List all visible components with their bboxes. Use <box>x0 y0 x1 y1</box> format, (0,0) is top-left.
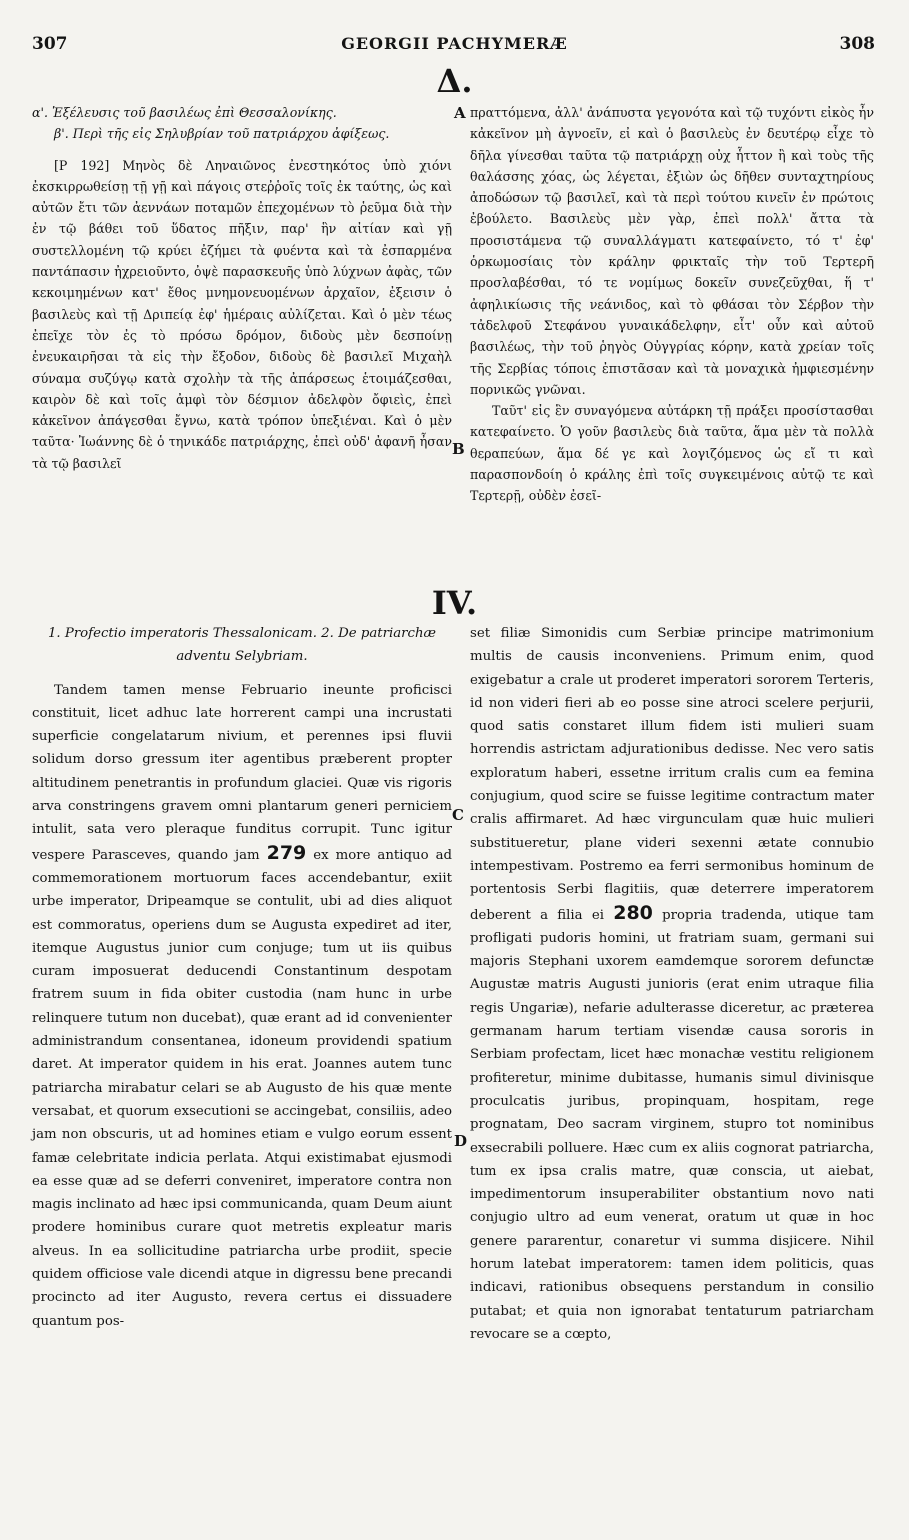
margin-letter-c: C <box>452 806 464 824</box>
running-title: GEORGII PACHYMERÆ <box>341 34 568 53</box>
greek-column-left <box>32 102 452 474</box>
margin-letter-b: B <box>452 440 465 458</box>
latin-column-left <box>32 622 452 1333</box>
greek-paragraph: [P 192] Μηνὸς δὲ Ληναιῶνος ἐνεστηκότος ὑπὸ χιόνι ἐκσκιρρωθείσῃ τῇ γῇ καὶ πάγοις στεῤῥοῖς τοῖς ἐκ ταύτης, ὡς καὶ αὐτῶν ἔτι τῶν ἀεννάων ποταμῶν ἐπεχομένων τὸ ῥεῦμα διὰ τὴν ἐν τῷ βάθει τοῦ ὕδατος πῆξιν, παρ' ἣν αἰτίαν καὶ γῇ συστελλομένη τῷ κρύει ἐζήμει τὰ φυέντα καὶ τὰ ἐσπαρμένα παντάπασιν ἠχρειοῦντο, ὀψὲ παρασκευῆς ὑπὸ λύχνων ἀφὰς, τῶν κεκοιμημένων κατ' ἔθος μνημονευομένων ἀρχαῖον, ἐξεισιν ὁ βασιλεὺς καὶ τῇ Δριπείᾳ ἐφ' ἡμέραις αὐλίζεται. Καὶ ὁ μὲν τέως ἐπεῖχε τὸν ἐς τὸ πρόσω δρόμον, διδοὺς μὲν δεσποίνῃ ἐνευκαιρῆσαι τὰ εἰς τὴν ἔξοδον, διδοὺς δὲ βασιλεῖ Μιχαὴλ σύναμα συζύγῳ κατὰ σχολὴν τὰ τῆς ἀπάρσεως ἑτοιμάζεσθαι, καιρὸν δὲ καὶ τοῖς ἀμφὶ τὸν δέσμιον ἀδελφὸν ὄφιεὶς, ἐπεὶ κἀκεῖνον ἀπάγεσθαι ἔγνω, κατὰ τρόπον ὑπεξιέναι. Καὶ ὁ μὲν ταῦτα· Ἰωάννης δὲ ὁ τηνικάδε πατριάρχης, ἐπεὶ οὐδ' ἀφανῆ ἦσαν τὰ τῷ βασιλεῖ <box>32 157 452 471</box>
latin-text: propria tradenda, utique tam profligati pudoris homini, ut fratriam suam, germani sui majoris Stephani uxorem eamdemque sororem defunctæ Augustæ matris Augusti junioris (erat enim utraque filia regis Ungariæ), nefarie adulterasse diceretur, ac præterea germanam harum tertiam visendæ causa sororis in Serbiam profectam, licet hæc monachæ vestitu religionem profiteretur, minime dubitasse, humanis simul divinisque proculcatis juribus, propinquam, hospitam, rege prognatam, Deo sacram virginem, stupro tot nominibus exsecrabili polluere. Hæc cum ex aliis cognorat patriarcha, tum ex ipsa cralis matre, quæ conscia, ut aiebat, impedimentorum insuperabiliter obstantium novo nati conjugio ultro ad eum venerat, oratum ut quæ in hoc genere pararentur, conaretur vi summa disjicere. Nihil horum latebat imperatorem: tamen idem politicis, quas indicavi, rationibus obsequens perstandum in consilio putabat; et quia non ignorabat tentaturum patriarcham revocare se a cœpto, <box>470 907 874 1342</box>
running-header <box>0 34 909 64</box>
section-heading-greek: Δ. <box>436 62 473 100</box>
greek-chapter-title-1: α'. Ἐξέλευσις τοῦ βασιλέως ἐπὶ Θεσσαλονίκης. <box>32 105 337 120</box>
latin-chapter-title: 1. Profectio imperatoris Thessalonicam. 2. De patriarchæ adventu Selybriam. <box>47 626 437 665</box>
latin-column-right <box>470 622 874 1346</box>
marginal-page-number: 279 <box>266 841 307 864</box>
latin-paragraph <box>470 622 874 1346</box>
latin-text: set filiæ Simonidis cum Serbiæ principe matrimonium multis de causis inconveniens. Primum enim, quod exigebatur a crale ut proderet imperatori sororem Terteris, id non videri fieri ab eo posse sine atroci scelere perjurii, quod satis constaret illum fidem isti mulieri suam horrendis astrictam adjurationibus dedisse. Nec vero satis exploratum haberi, essetne irritum cralis cum ea femina conjugium, quod scire se fuisse legitime contractum mater cralis affirmaret. Ad hæc virgunculam quæ huic mulieri substitueretur, plane videri sexenni ætate connubio intempestivam. Postremo ea ferri sermonibus hominum de portentosis Serbi flagitiis, quæ deterrere imperatorem deberent a filia ei <box>470 626 874 923</box>
section-heading-latin: IV. <box>431 584 478 622</box>
latin-paragraph <box>32 679 452 1333</box>
page-number-right: 308 <box>839 34 875 54</box>
greek-paragraph: πραττόμενα, ἀλλ' ἀνάπυστα γεγονότα καὶ τῷ τυχόντι εἰκὸς ἦν κἀκεῖνον μὴ ἀγνοεῖν, εἰ καὶ ὁ βασιλεὺς ἐν δευτέρῳ εἶχε τὸ δῆλα γίνεσθαι ταῦτα τῷ πατριάρχῃ οὐχ ἧττον ἢ καὶ τοὺς τῆς θαλάσσης χόας, ὡς λέγεται, ἐξιὼν ὡς δῆθεν συνταχτηρίους ἀποδώσων τῷ βασιλεῖ, καὶ τὰ περὶ τούτου κινεῖν ἐν πρώτοις ἐβούλετο. Βασιλεὺς μὲν γὰρ, ἐπεὶ πολλ' ἄττα τὰ προσιστάμενα τῷ συναλλάγματι κατεφαίνετο, τό τ' ἐφ' ὁρκωμοσίαις τὸν κράλην φρικταῖς τὴν τοῦ Τερτερῆ προσλαβέσθαι, τό τε νομίμως δοκεῖν συνεζεῦχθαι, ἥ τ' ἀφηλικίωσις τῆς νεάνιδος, καὶ τὸ φθάσαι τὸν Σέρβον τὴν τἀδελφοῦ Στεφάνου γυναικάδελφην, εἶτ' οὖν καὶ αὐτοῦ βασιλέως, τὴν τοῦ ῥηγὸς Οὐγγρίας κόρην, κατὰ χρείαν τοῖς τῆς Σερβίας τόποις ἐπιστᾶσαν καὶ τὰ μοναχικὰ ἠμφιεσμένην πορνικῶς γνῶναι. <box>470 105 874 397</box>
marginal-page-number: 280 <box>613 901 653 924</box>
margin-letter-d: D <box>454 1132 468 1150</box>
greek-chapter-title-2: β'. Περὶ τῆς εἰς Σηλυβρίαν τοῦ πατριάρχου ἀφίξεως. <box>54 126 390 142</box>
latin-text: Tandem tamen mense Februario ineunte proficisci constituit, licet adhuc late horrerent campi una incrustati superficie congelatarum nivium, et perennes ipsi fluvii solidum dorso gressum iter agentibus præberent propter altitudinem penetrantis in profundum glaciei. Quæ vis rigoris arva constringens gravem omni plantarum generi perniciem intulit, sata vero pleraque funditus corrupit. Tunc igitur vespere Parasceves, quando jam <box>32 682 452 863</box>
greek-paragraph: Ταῦτ' εἰς ἓν συναγόμενα αὐτάρκη τῇ πράξει προσίστασθαι κατεφαίνετο. Ὁ γοῦν βασιλεὺς διὰ ταῦτα, ἅμα μὲν τὰ πολλὰ θεραπεύων, ἅμα δέ γε καὶ λογιζόμενος ὡς εἴ τι καὶ παρασπονδοίη ὁ κράλης ἐπὶ τοῖς συγκειμένοις αὐτῷ τε καὶ Τερτερῇ, οὐδὲν ἐσεῖ- <box>470 403 874 504</box>
margin-letter-a: A <box>454 104 466 122</box>
page-number-left: 307 <box>32 34 68 54</box>
latin-text: ex more antiquo ad commemorationem mortuorum faces accendebantur, exiit urbe imperator, Dripeamque se contulit, ubi ad dies aliquot est commoratus, operiens dum se Augusta expediret ad iter, itemque Augustus junior cum conjuge; tum ut iis quibus curam imposuerat deducendi Constantinum despotam fratrem suum in fida obiter custodia (nam hunc in urbe relinquere tutum non ducebat), quæ erant ad id convenienter administrandum consentanea, idoneum providendi spatium daret. At imperator quidem in his erat. Joannes autem tunc patriarcha mirabatur celari se ab Augusto de his quæ mente versabat, et quorum exsecutioni se accingebat, consiliis, adeo jam non obscuris, ut ad homines etiam e vulgo eorum essent famæ celebritate indicia perlata. Atqui existimabat ejusmodi ea esse quæ ad se deferri conveniret, imperatore contra non magis inclinato ad hæc ipsi communicanda, quam Deum aiunt prodere hominibus curare quot metretis expleatur maris alveus. In ea sollicitudine patriarcha urbe prodiit, specie quidem officiose vale dicendi atque in digressu bene precandi procincto ad iter Augusto, revera certus ei dissuadere quantum pos- <box>32 847 453 1329</box>
greek-column-right <box>470 102 874 507</box>
